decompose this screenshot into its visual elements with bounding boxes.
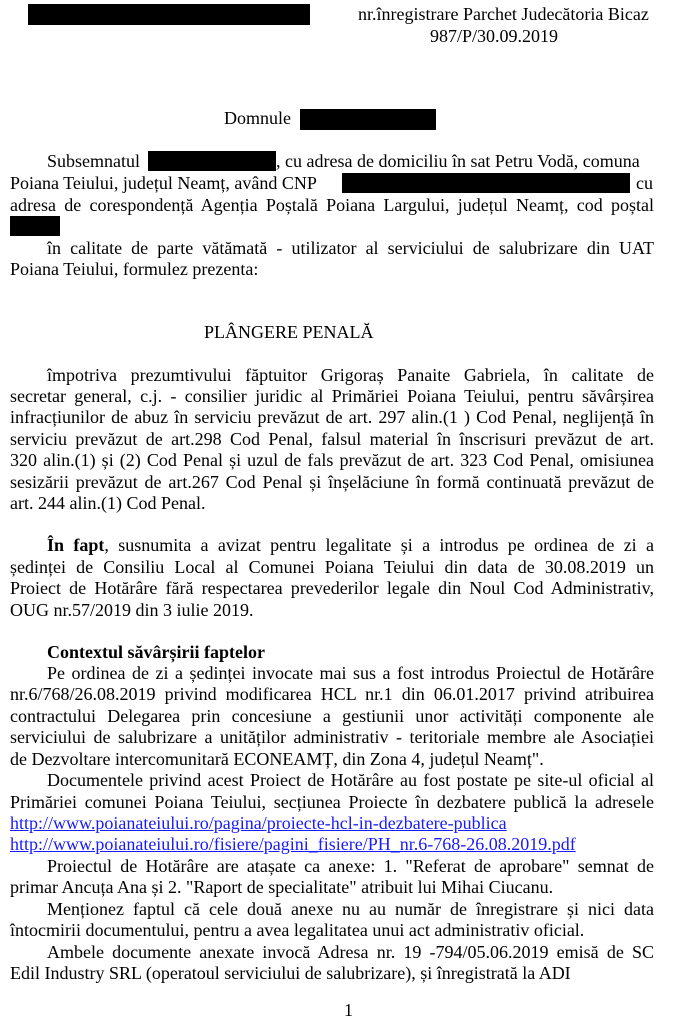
redacted-block xyxy=(10,216,60,236)
redacted-block xyxy=(342,173,630,193)
against-line: 320 alin.(1) și (2) Cod Penal și uzul de fals prevăzut de art. 323 Cod Penal, omisiunea xyxy=(10,450,654,470)
intro-subsemnatul: Subsemnatul xyxy=(47,151,140,171)
link-ph-pdf[interactable] xyxy=(10,834,576,855)
against-line: împotriva prezumtivului făptuitor Grigoraș Panaite Gabriela, în calitate de xyxy=(47,365,654,385)
redacted-block xyxy=(148,151,276,171)
link-proiecte-hcl[interactable] xyxy=(10,813,507,834)
page-number: 1 xyxy=(344,1000,353,1020)
context-p4-line: întocmirii documentului, pentru a avea legalitatea unui act administrativ oficial. xyxy=(10,920,585,940)
intro-line-2-end: cu xyxy=(636,173,653,193)
context-heading: Contextul săvârșirii faptelor xyxy=(47,642,265,662)
context-p2-line: Primăriei comunei Poiana Teiului, secțiunea Proiecte în dezbatere publică la adresele xyxy=(10,792,654,812)
context-p1-line: serviciului de salubrizare a unităților administrativ - teritoriale membre ale Asociației xyxy=(10,727,654,747)
context-p2-line: Documentele privind acest Proiect de Hotărâre au fost postate pe site-ul oficial al xyxy=(47,770,654,790)
registration-label: nr.înregistrare Parchet Judecătoria Bicaz xyxy=(358,4,649,24)
facts-line-1 xyxy=(47,535,654,556)
intro-line-2: Poiana Teiului, județul Neamț, având CNP xyxy=(10,173,317,193)
redacted-block xyxy=(300,109,436,130)
context-p1-line: nr.6/768/26.08.2019 privind modificarea HCL nr.1 din 06.01.2017 privind atribuirea xyxy=(10,684,654,704)
capacity-line-2: Poiana Teiului, formulez prezenta: xyxy=(10,259,259,279)
context-p1-line: Pe ordinea de zi a ședinței invocate mai sus a fost introdus Proiectul de Hotărâre xyxy=(47,663,654,683)
context-p5-line: Edil Industry SRL (operatoul serviciului de salubrizare), și înregistrată la ADI xyxy=(10,963,571,983)
against-line: serviciu prevăzut de art.298 Cod Penal, falsul material în înscrisuri prevăzut de art. xyxy=(10,429,654,449)
facts-line: Proiect de Hotărâre fără respectarea prevederilor legale din Noul Cod Administrativ, xyxy=(10,578,654,598)
context-p3-line: Proiectul de Hotărâre are atașate ca anexe: 1. "Referat de aprobare" semnat de xyxy=(47,856,654,876)
facts-lead: În fapt xyxy=(47,535,105,555)
against-line: secretar general, c.j. - consilier juridic al Primăriei Poiana Teiului, pentru săvârșirea xyxy=(10,386,654,406)
redacted-block xyxy=(28,4,310,25)
facts-line-1-rest: , susnumita a avizat pentru legalitate și a introdus pe ordinea de zi a xyxy=(104,535,655,555)
against-line: art. 244 alin.(1) Cod Penal. xyxy=(10,493,206,513)
capacity-line-1: în calitate de parte vătămată - utilizator al serviciului de salubrizare din UAT xyxy=(47,238,654,258)
intro-line-3: adresa de corespondență Agenția Poștală Poiana Largului, județul Neamț, cod poștal xyxy=(10,195,654,215)
salutation: Domnule xyxy=(224,108,291,128)
document-title: PLÂNGERE PENALĂ xyxy=(204,322,374,342)
context-p3-line: primar Ancuța Ana și 2. "Raport de specialitate" atribuit lui Mihai Ciucanu. xyxy=(10,877,554,897)
registration-number: 987/P/30.09.2019 xyxy=(430,26,559,46)
against-line: infracțiunilor de abuz în serviciu prevăzut de art. 297 alin.(1 ) Cod Penal, neglijență în xyxy=(10,407,654,427)
intro-line-1: , cu adresa de domiciliu în sat Petru Vodă, comuna xyxy=(276,151,640,171)
facts-line: OUG nr.57/2019 din 3 iulie 2019. xyxy=(10,600,254,620)
facts-line: ședinței de Consiliu Local al Comunei Poiana Teiului din data de 30.08.2019 un xyxy=(10,557,654,577)
context-p1-line: de Dezvoltare intercomunitară ECONEAMȚ, din Zona 4, județul Neamț". xyxy=(10,749,544,769)
link-ph-pdf-anchor[interactable]: http://www.poianateiului.ro/fisiere/pagini_fisiere/PH_nr.6-768-26.08.2019.pdf xyxy=(10,834,576,854)
context-p1-line: contractului Delegarea prin concesiune a gestiunii unor activități componente ale xyxy=(10,706,654,726)
context-p5-line: Ambele documente anexate invocă Adresa nr. 19 -794/05.06.2019 emisă de SC xyxy=(47,942,654,962)
context-p4-line: Menționez faptul că cele două anexe nu au număr de înregistrare și nici data xyxy=(47,899,654,919)
against-line: sesizării prevăzut de art.267 Cod Penal și înșelăciune în formă continuată prevăzut de xyxy=(10,472,654,492)
link-proiecte-hcl-anchor[interactable]: http://www.poianateiului.ro/pagina/proiecte-hcl-in-dezbatere-publica xyxy=(10,813,507,833)
